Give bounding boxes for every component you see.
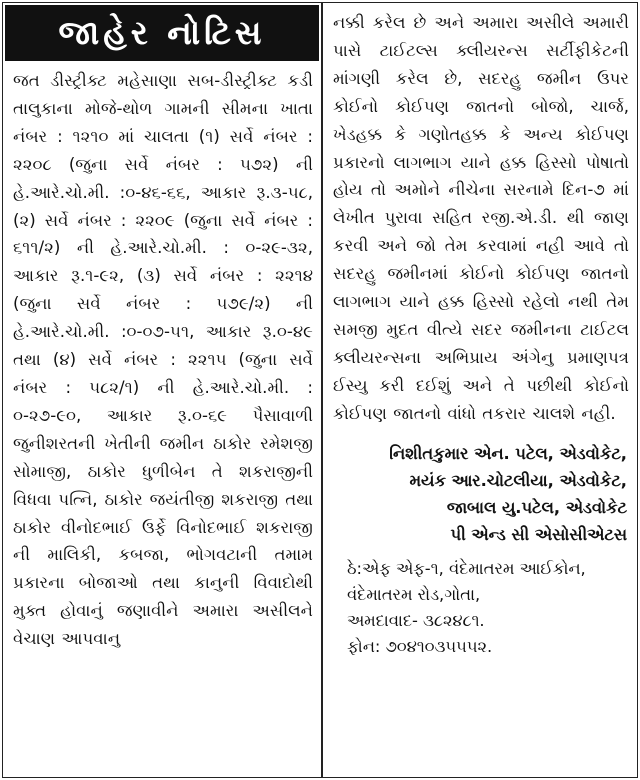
address-line: વંદેમાતરમ રોડ,ગોતા,: [347, 584, 481, 604]
signatory-line: નિશીતકુમાર એન. પટેલ, એડવોકેટ,: [389, 443, 627, 463]
address-line: ઠે:એફ એફ-૧, વંદેમાતરમ આઈકોન,: [347, 558, 586, 578]
notice-frame: [2, 2, 638, 778]
right-column: [323, 3, 637, 660]
left-column: [3, 3, 321, 653]
phone-line: ફોન: ૭૦૪૧૦૩૫૫૫૨.: [347, 636, 493, 656]
signatories-block: [323, 440, 637, 548]
address-block: [323, 556, 637, 660]
notice-title: જાહેર નોટિસ: [5, 5, 319, 61]
signatory-line: જાબાલ યુ.પટેલ, એડવોકેટ: [446, 497, 627, 517]
notice-body-right: નક્કી કરેલ છે અને અમારા અસીલે અમારી પાસે ટાઈટલ્સ ક્લીયરન્સ સર્ટીફીકેટની માંગણી કરેલ છે, સદરહુ જમીન ઉપર કોઈનો કોઈપણ જાતનો બોજો, ચાર્જ, ખેડહક્ક કે ગણોતહક્ક કે અન્ય કોઈપણ પ્રકારનો લાગભાગ યાને હક્ક હિસ્સો પોષાતો હોય તો અમોને નીચેના સરનામે દિન-૭ માં લેખીત પુરાવા સહિત રજી.એ.ડી. થી જાણ કરવી અને જો તેમ કરવામાં નહી આવે તો સદરહુ જમીનમાં કોઈનો કોઈપણ જાતનો લાગભાગ યાને હક્ક હિસ્સો રહેલો નથી તેમ સમજી મુદત વીત્યે સદર જમીનના ટાઈટલ ક્લીયરન્સના અભિપ્રાય અંગેનુ પ્રમાણપત્ર ઈસ્યુ કરી દઈશું અને તે પછીથી કોઈનો કોઈપણ જાતનો વાંધો તકરાર ચાલશે નહી.: [333, 13, 629, 423]
address-line: અમદાવાદ- ૩૮૨૪૮૧.: [347, 610, 485, 630]
notice-body-left: જત ડીસ્ટ્રીક્ટ મહેસાણા સબ-ડીસ્ટ્રીક્ટ કડી તાલુકાના મોજે-થોળ ગામની સીમના ખાતા નંબર : ૧૨૧૦ માં ચાલતા (૧) સર્વે નંબર : ૨૨૦૮ (જુના સર્વે નંબર : ૫૭૨) ની હે.આરે.ચો.મી. :૦-૪૬-૬૬, આકાર રૂ.૩-૫૮, (૨) સર્વે નંબર : ૨૨૦૯ (જુના સર્વે નંબર : ૬૧૧/૨) ની હે.આરે.ચો.મી. : ૦-૨૯-૩૨, આકાર રૂ.૧-૯૨, (૩) સર્વે નંબર : ૨૨૧૪ (જુના સર્વે નંબર : ૫૭૯/૨) ની હે.આરે.ચો.મી. :૦-૦૭-૫૧, આકાર રૂ.૦-૪૯ તથા (૪) સર્વે નંબર : ૨૨૧૫ (જુના સર્વે નંબર : ૫૮૨/૧) ની હે.આરે.ચો.મી. : ૦-૨૭-૯૦, આકાર રૂ.૦-૬૯ પૈસાવાળી જુનીશરતની ખેતીની જમીન ઠાકોર રમેશજી સોમાજી, ઠાકોર ધુળીબેન તે શકરાજીની વિધવા પત્નિ, ઠાકોર જયંતીજી શકરાજી તથા ઠાકોર વીનોદભાઈ ઉર્ફે વિનોદભાઈ શકરાજી ની માલિકી, કબજા, ભોગવટાની તમામ પ્રકારના બોજાઓ તથા કાનુની વિવાદોથી મુક્ત હોવાનું જણાવીને અમારા અસીલને વેચાણ આપવાનુ: [13, 71, 313, 649]
signatory-line: મયંક આર.ચોટલીયા, એડવોકેટ,: [409, 470, 627, 490]
firm-name: પી એન્ડ સી એસોસીએટસ: [450, 524, 627, 544]
